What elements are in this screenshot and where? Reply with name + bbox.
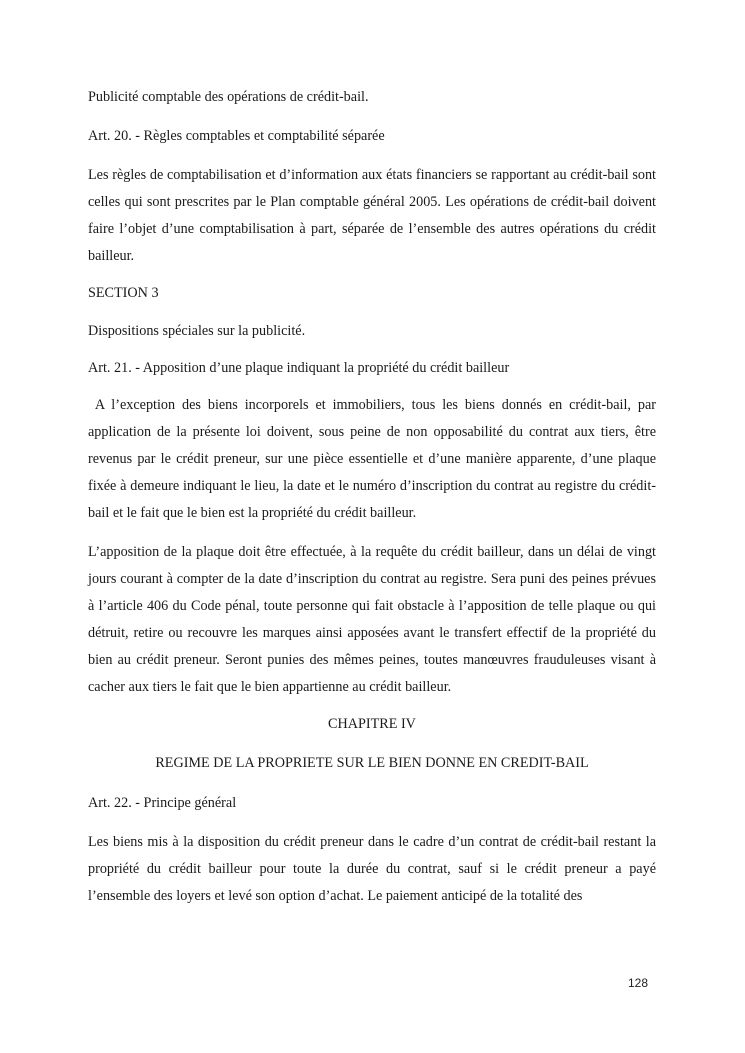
article-20-title: Art. 20. - Règles comptables et comptabilité séparée — [88, 128, 385, 144]
section-3-label: SECTION 3 — [88, 285, 159, 301]
article-21-body-2: L’apposition de la plaque doit être effectuée, à la requête du crédit bailleur, dans un délai de vingt jours courant à compter de la date d’inscription du contrat au registre. Sera puni des peines prévues à l’article 406 du Code pénal, toute personne qui fait obstacle à l’apposition de telle plaque ou qui détruit, retire ou recouvre les marques ainsi apposées avant le transfert effectif de la propriété du bien au crédit preneur. Seront punies des mêmes peines, toutes manœuvres frauduleuses visant à cacher aux tiers le fait que le bien appartienne au crédit bailleur. — [88, 544, 656, 695]
chapter-title: CHAPITRE IV — [328, 716, 416, 732]
article-22-title: Art. 22. - Principe général — [88, 795, 237, 811]
article-21-body-1: A l’exception des biens incorporels et immobiliers, tous les biens donnés en crédit-bail, par application de la présente loi doivent, sous peine de non opposabilité du contrat aux tiers, être revenus par le crédit preneur, sur une pièce essentielle et d’une manière apparente, d’une plaque fixée à demeure indiquant le lieu, la date et le numéro d’inscription du contrat au registre du crédit-bail et le fait que le bien est la propriété du crédit bailleur. — [88, 397, 660, 521]
article-21-title: Art. 21. - Apposition d’une plaque indiquant la propriété du crédit bailleur — [88, 360, 510, 376]
article-20-body: Les règles de comptabilisation et d’information aux états financiers se rapportant au crédit-bail sont celles qui sont prescrites par le Plan comptable général 2005. Les opérations de crédit-bail doivent faire l’objet d’une comptabilisation à part, séparée de l’ensemble des autres opérations du crédit bailleur. — [88, 167, 656, 264]
section-heading: Publicité comptable des opérations de crédit-bail. — [88, 89, 369, 105]
section-3-title: Dispositions spéciales sur la publicité. — [88, 323, 306, 339]
chapter-subtitle: REGIME DE LA PROPRIETE SUR LE BIEN DONNE EN CREDIT-BAIL — [155, 755, 589, 771]
document-page — [88, 86, 660, 922]
article-22-body: Les biens mis à la disposition du crédit preneur dans le cadre d’un contrat de crédit-bail restant la propriété du crédit bailleur pour toute la durée du contrat, sauf si le crédit preneur a payé l’ensemble des loyers et levé son option d’achat. Le paiement anticipé de la totalité des — [88, 834, 656, 904]
page-number: 128 — [628, 976, 649, 990]
